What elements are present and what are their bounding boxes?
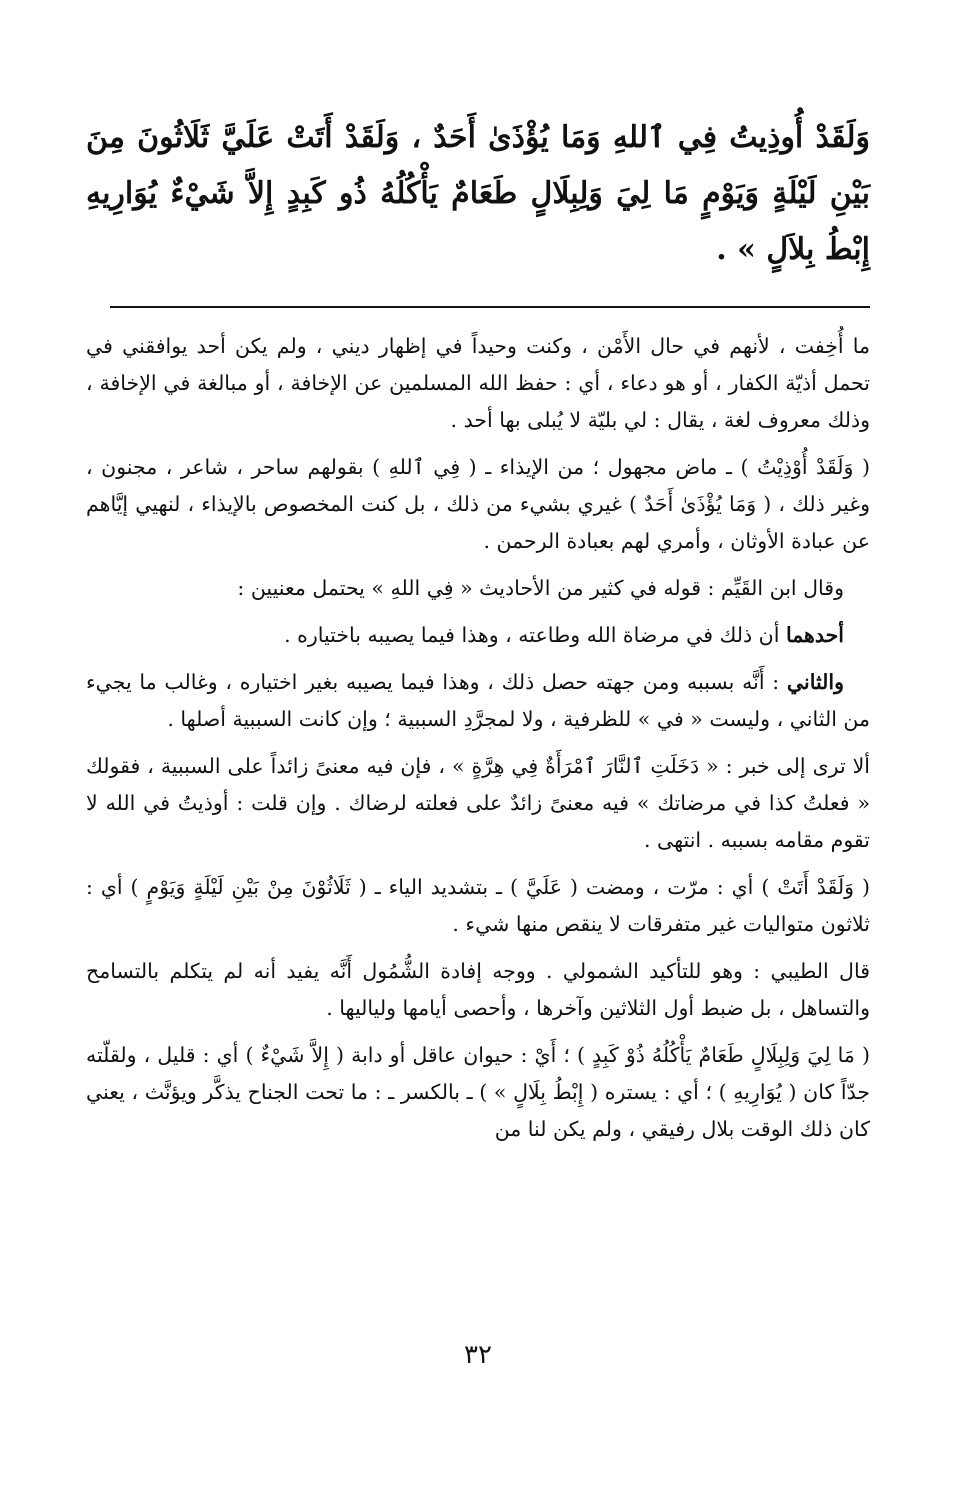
paragraph-text: قال الطيبي : وهو للتأكيد الشمولي . ووجه إفادة الشُّمُول أَنَّه يفيد أنه لم يتكلم بالتسامح والتساهل ، بل ضبط أول الثلاثين وآخرها ، وأحصى أيامها ولياليها .: [86, 959, 870, 1020]
commentary-paragraph: [86, 748, 870, 859]
paragraph-text: ما أُخِفت ، لأنهم في حال الأَمْن ، وكنت وحيداً في إظهار ديني ، ولم يكن أحد يوافقني في تحمل أذيّة الكفار ، أو هو دعاء ، أي : حفظ الله المسلمين عن الإخافة ، أو مبالغة في الإخافة ، وذلك معروف لغة ، يقال : لي بليّة لا يُبلى بها أحد .: [86, 334, 870, 432]
paragraph-text: ( مَا لِيَ وَلِبِلَالٍ طَعَامٌ يَأْكُلُهُ ذُوْ كَبِدٍ ) ؛ أَيْ : حيوان عاقل أو دابة ( إِلاَّ شَيْءٌ ) أي : قليل ، ولقلّته جدّاً كان ( يُوَارِيهِ ) ؛ أي : يستره ( إِبْطُ بِلَالٍ » ) ـ بالكسر ـ : ما تحت الجناح يذكَّر ويؤنَّث ، يعني كان ذلك الوقت بلال رفيقي ، ولم يكن لنا من: [86, 1043, 870, 1141]
footnote-divider: [110, 306, 870, 308]
bold-term: والثاني: [786, 670, 844, 694]
paragraph-text: ألا ترى إلى خبر : « دَخَلَتِ ٱلنَّارَ ٱمْرَأَةٌ فِي هِرَّةٍ » ، فإن فيه معنىً زائداً على السببية ، فقولك « فعلتُ كذا في مرضاتك » فيه معنىً زائدٌ على فعلته لرضاك . وإن قلت : أوذيتُ في الله لا تقوم مقامه بسببه . انتهى .: [86, 754, 870, 852]
paragraph-text: : أَنَّه بسببه ومن جهته حصل ذلك ، وهذا فيما يصيبه بغير اختياره ، وغالب ما يجيء من الثاني ، وليست « في » للظرفية ، ولا لمجرَّدِ السببية ؛ وإن كانت السببية أصلها .: [86, 670, 870, 731]
commentary-paragraph: [86, 570, 870, 607]
commentary: [86, 328, 870, 1148]
bold-term: أحدهما: [785, 623, 844, 647]
paragraph-text: أن ذلك في مرضاة الله وطاعته ، وهذا فيما يصيبه باختياره .: [284, 623, 786, 647]
commentary-paragraph: [86, 328, 870, 439]
commentary-paragraph: [86, 953, 870, 1027]
commentary-paragraph: [86, 617, 870, 654]
commentary-paragraph: [86, 664, 870, 738]
paragraph-text: ( وَلَقَدْ أُوْذِيْتُ ) ـ ماض مجهول ؛ من الإيذاء ـ ( فِي ٱللهِ ) بقولهم ساحر ، شاعر ، مجنون ، وغير ذلك ، ( وَمَا يُؤْذَىٰ أَحَدٌ ) غيري بشيء من ذلك ، بل كنت المخصوص بالإيذاء ، لنهيي إيَّاهم عن عبادة الأوثان ، وأمري لهم بعبادة الرحمن .: [86, 455, 870, 553]
page-number: ٣٢: [464, 1340, 492, 1370]
hadith-text: وَلَقَدْ أُوذِيتُ فِي ٱللهِ وَمَا يُؤْذَىٰ أَحَدٌ ، وَلَقَدْ أَتَتْ عَلَيَّ ثَلَاثُونَ مِنَ بَيْنِ لَيْلَةٍ وَيَوْمٍ مَا لِيَ وَلِبِلَالٍ طَعَامٌ يَأْكُلُهُ ذُو كَبِدٍ إِلاَّ شَيْءٌ يُوَارِيهِ إِبْطُ بِلاَلٍ » .: [86, 120, 870, 267]
commentary-paragraph: [86, 449, 870, 560]
commentary-paragraph: [86, 869, 870, 943]
paragraph-text: ( وَلَقَدْ أَتَتْ ) أي : مرّت ، ومضت ( عَلَيَّ ) ـ بتشديد الياء ـ ( ثَلَاثُوْنَ مِنْ بَيْنِ لَيْلَةٍ وَيَوْمٍ ) أي : ثلاثون متواليات غير متفرقات لا ينقص منها شيء .: [86, 875, 870, 936]
commentary-paragraph: [86, 1037, 870, 1148]
paragraph-text: وقال ابن القَيِّم : قوله في كثير من الأحاديث « فِي اللهِ » يحتمل معنيين :: [237, 576, 844, 600]
